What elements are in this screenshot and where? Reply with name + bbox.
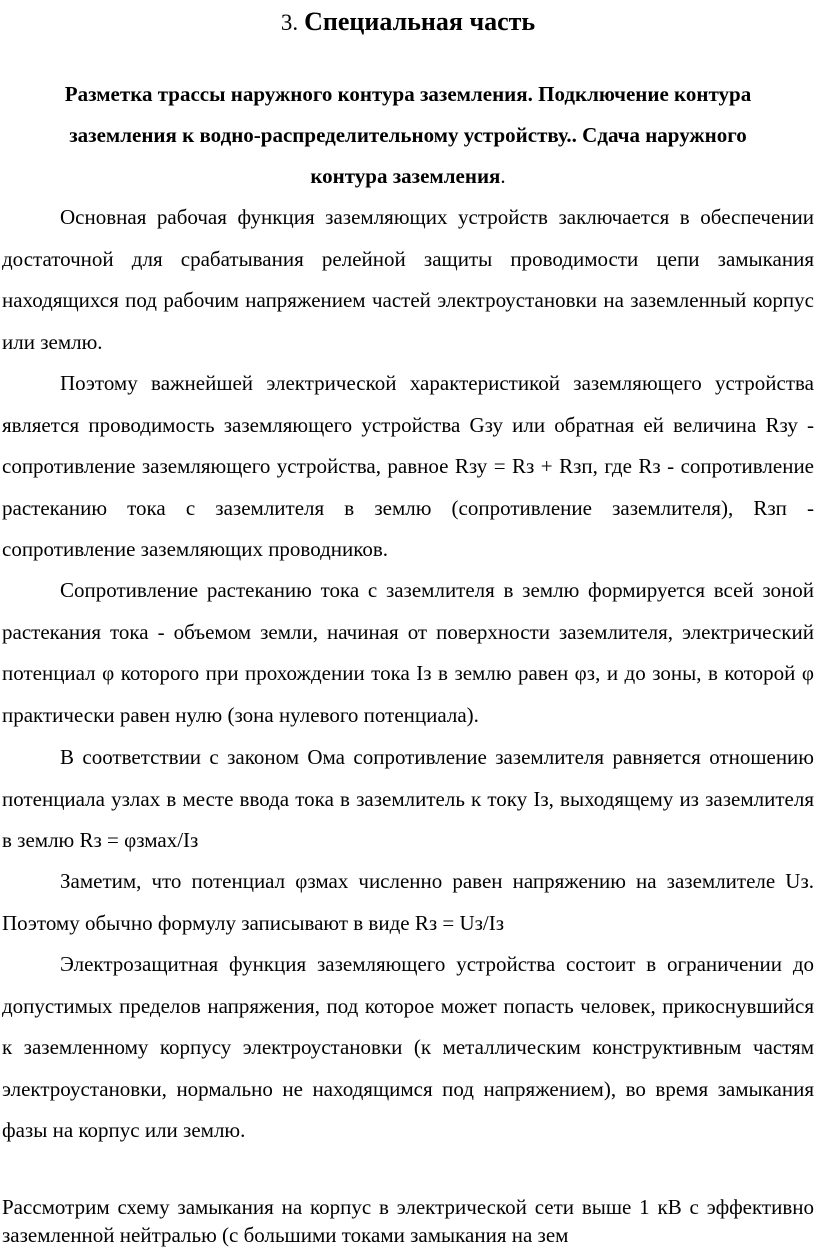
paragraph-7: Рассмотрим схему замыкания на корпус в электрической сети выше 1 кВ с эффективно заземленной нейтралью (с большими токами замыкания на зем [2, 1195, 814, 1247]
subsection-title-period: . [500, 164, 506, 188]
paragraph-2: Поэтому важнейшей электрической характеристикой заземляющего устройства является проводимость заземляющего устройства Gзу или обратная ей величина Rзу - сопротивление заземляющего устройства, равное Rзу = Rз + Rзп, где Rз - сопротивление растеканию тока с заземлителя в землю (сопротивление заземлителя), Rзп - сопротивление заземляющих проводников. [2, 371, 814, 561]
subsection-title-text: Разметка трассы наружного контура заземления. Подключение контура заземления к водно-распределительному устройству.. Сдача наружного контура заземления [64, 82, 752, 188]
section-title: Специальная часть [304, 7, 536, 36]
paragraph-6: Электрозащитная функция заземляющего устройства состоит в ограничении до допустимых пределов напряжения, под которое может попасть человек, прикоснувшийся к заземленному корпусу электроустановки (к металлическим конструктивным частям электроустановки, нормально не находящимся под напряжением), во время замыкания фазы на корпус или землю. [2, 952, 814, 1142]
paragraph-5: Заметим, что потенциал φзмах численно равен напряжению на заземлителе Uз. Поэтому обычно формулу записывают в виде Rз = Uз/Iз [2, 869, 814, 935]
section-heading [0, 2, 816, 43]
paragraph-1: Основная рабочая функция заземляющих устройств заключается в обеспечении достаточной для срабатывания релейной защиты проводимости цепи замыкания находящихся под рабочим напряжением частей электроустановки на заземленный корпус или землю. [2, 205, 814, 354]
subsection-title [30, 74, 786, 197]
section-number: 3. [280, 10, 299, 35]
paragraph-3: Сопротивление растеканию тока с заземлителя в землю формируется всей зоной растекания тока - объемом земли, начиная от поверхности заземлителя, электрический потенциал φ которого при прохождении тока Iз в землю равен φз, и до зоны, в которой φ практически равен нулю (зона нулевого потенциала). [2, 578, 814, 727]
paragraph-4: В соответствии с законом Ома сопротивление заземлителя равняется отношению потенциала узлах в месте ввода тока в заземлитель к току Iз, выходящему из заземлителя в землю Rз = φзмах/Iз [2, 745, 814, 852]
